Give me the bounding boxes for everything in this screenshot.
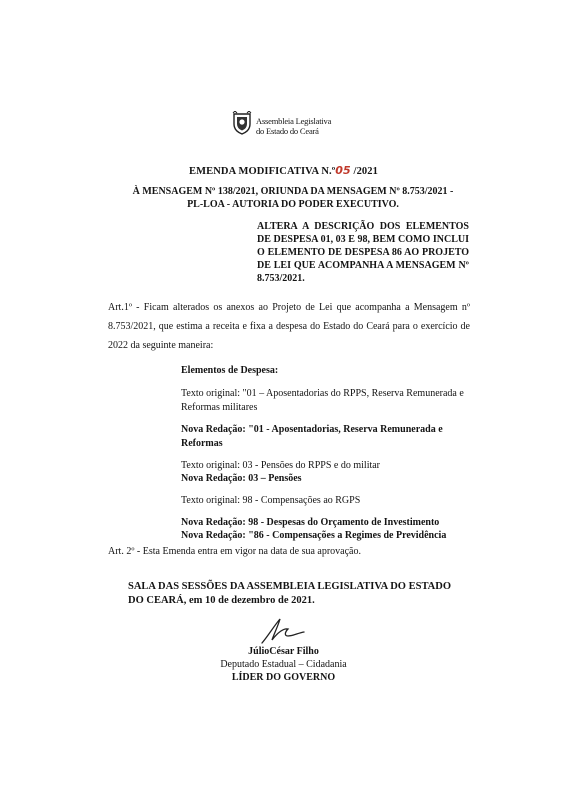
item3-new: Nova Redação: 98 - Despesas do Orçamento de Investimento bbox=[181, 517, 440, 528]
elements-heading: Elementos de Despesa: bbox=[181, 365, 279, 376]
closing-statement: SALA DAS SESSÕES DA ASSEMBLEIA LEGISLATIVA DO ESTADO DO CEARÁ, em 10 de dezembro de 2021. bbox=[128, 581, 452, 606]
ceara-coat-of-arms-icon bbox=[232, 111, 252, 140]
article-2: Art. 2º - Esta Emenda entra em vigor na data de sua aprovação. bbox=[108, 546, 361, 557]
article-1: Art.1º - Ficam alterados os anexos ao Projeto de Lei que acompanha a Mensagem nº 8.753/2021, que estima a receita e fixa a despesa do Estado do Ceará para o exercício de 2022 da seguinte maneira: bbox=[108, 302, 470, 351]
document-title bbox=[0, 164, 567, 177]
ementa: ALTERA A DESCRIÇÃO DOS ELEMENTOS DE DESPESA 01, 03 E 98, BEM COMO INCLUI O ELEMENTO DE DESPESA 86 AO PROJETO DE LEI QUE ACOMPANHA A MENSAGEM Nº 8.753/2021. bbox=[257, 221, 469, 284]
subtitle-line1: À MENSAGEM Nº 138/2021, ORIUNDA DA MENSAGEM Nº 8.753/2021 - bbox=[132, 186, 454, 197]
item1-original: Texto original: "01 – Aposentadorias do RPPS, Reserva Remunerada e Reformas militares bbox=[181, 388, 464, 413]
institution-logo bbox=[232, 111, 331, 140]
institution-name bbox=[256, 116, 331, 136]
document-subtitle bbox=[128, 185, 458, 211]
subtitle-line2: PL-LOA - AUTORIA DO PODER EXECUTIVO. bbox=[187, 199, 399, 210]
item4-new: Nova Redação: "86 - Compensações a Regimes de Previdência bbox=[181, 530, 447, 541]
signer-role: Deputado Estadual – Cidadania bbox=[220, 659, 347, 670]
title-suffix: /2021 bbox=[353, 166, 378, 177]
signer-title: LÍDER DO GOVERNO bbox=[231, 672, 336, 683]
signer-name: JúlioCésar Filho bbox=[248, 646, 319, 657]
title-prefix: EMENDA MODIFICATIVA N.º bbox=[189, 166, 336, 177]
signer-block bbox=[0, 645, 567, 684]
institution-name-line1: Assembleia Legislativa bbox=[256, 115, 332, 126]
item2-new: Nova Redação: 03 – Pensões bbox=[181, 473, 302, 484]
item2-original: Texto original: 03 - Pensões do RPPS e do militar bbox=[181, 460, 381, 471]
handwritten-amendment-number: 05 bbox=[335, 164, 351, 177]
institution-name-line2: do Estado do Ceará bbox=[256, 125, 319, 136]
item1-new: Nova Redação: "01 - Aposentadorias, Reserva Remunerada e Reformas bbox=[181, 424, 443, 449]
item3-original: Texto original: 98 - Compensações ao RGPS bbox=[181, 495, 361, 506]
